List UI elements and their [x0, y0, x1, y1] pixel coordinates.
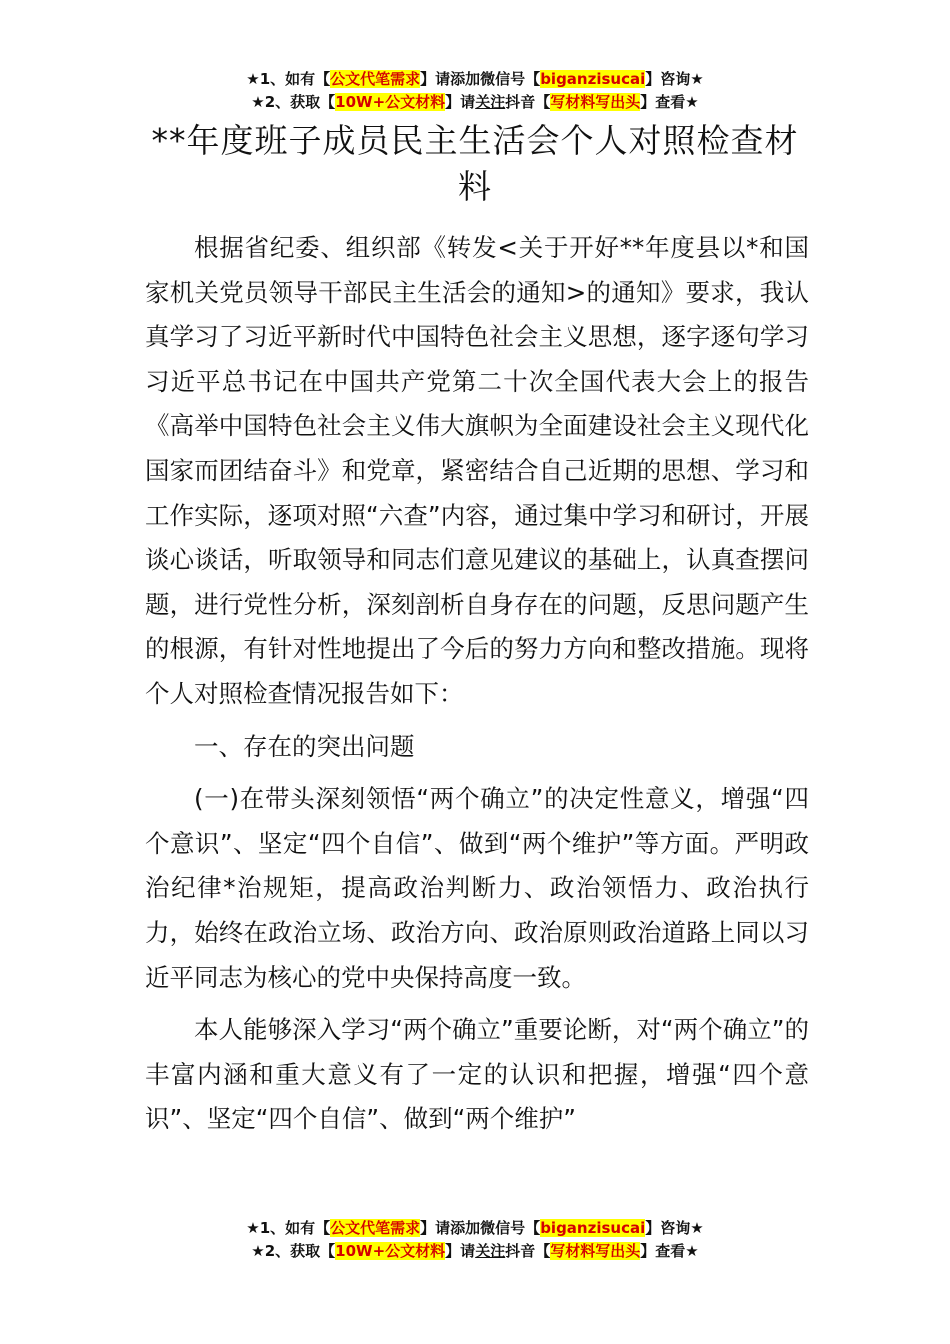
subsection-paragraph: (一)在带头深刻领悟“两个确立”的决定性意义，增强“四个意识”、坚定“四个自信”、做到“两个维护”等方面。严明政治纪律*治规矩，提高政治判断力、政治领悟力、政治执行力，始终在政治立场、政治方向、政治原则政治道路上同以习近平同志为核心的党中央保持高度一致。: [145, 784, 809, 992]
section-heading: 一、存在的突出问题: [194, 731, 415, 761]
ad-highlight-account: 写材料写出头: [550, 93, 641, 111]
star-icon: ★: [251, 93, 265, 111]
ad-highlight-service: 公文代笔需求: [330, 1219, 421, 1237]
ad-highlight-account: 写材料写出头: [550, 1242, 641, 1260]
document-title: **年度班子成员民主生活会个人对照检查材料: [151, 121, 799, 206]
header-ad-banner: [0, 68, 950, 114]
star-icon: ★: [685, 93, 699, 111]
ad-line-1: ★1、如有【公文代笔需求】请添加微信号【biganzisucai】咨询★: [246, 70, 704, 88]
star-icon: ★: [685, 1242, 699, 1260]
star-icon: ★: [246, 70, 260, 88]
ad-line-2: ★2、获取【10W+公文材料】请关注抖音【写材料写出头】查看★: [251, 1242, 699, 1260]
star-icon: ★: [690, 70, 704, 88]
body-paragraph: 本人能够深入学习“两个确立”重要论断，对“两个确立”的丰富内涵和重大意义有了一定的认识和把握，增强“四个意识”、坚定“四个自信”、做到“两个维护”: [145, 1015, 809, 1134]
document-body: [145, 226, 809, 1142]
ad-highlight-materials: 10W+公文材料: [335, 1242, 446, 1260]
star-icon: ★: [690, 1219, 704, 1237]
ad-line-1: ★1、如有【公文代笔需求】请添加微信号【biganzisucai】咨询★: [246, 1219, 704, 1237]
ad-highlight-wechat-id: biganzisucai: [540, 1219, 646, 1237]
intro-paragraph: 根据省纪委、组织部《转发<关于开好**年度县以*和国家机关党员领导干部民主生活会的通知>的通知》要求，我认真学习了习近平新时代中国特色社会主义思想，逐字逐句学习习近平总书记在中国共产党第二十次全国代表大会上的报告《高举中国特色社会主义伟大旗帜为全面建设社会主义现代化国家而团结奋斗》和党章，紧密结合自己近期的思想、学习和工作实际，逐项对照“六查”内容，通过集中学习和研讨，开展谈心谈话，听取领导和同志们意见建议的基础上，认真查摆问题，进行党性分析，深刻剖析自身存在的问题，反思问题产生的根源，有针对性地提出了今后的努力方向和整改措施。现将个人对照检查情况报告如下：: [145, 233, 809, 708]
star-icon: ★: [246, 1219, 260, 1237]
ad-highlight-wechat-id: biganzisucai: [540, 70, 646, 88]
ad-highlight-materials: 10W+公文材料: [335, 93, 446, 111]
ad-highlight-service: 公文代笔需求: [330, 70, 421, 88]
ad-line-2: ★2、获取【10W+公文材料】请关注抖音【写材料写出头】查看★: [251, 93, 699, 111]
star-icon: ★: [251, 1242, 265, 1260]
footer-ad-banner: [0, 1217, 950, 1263]
